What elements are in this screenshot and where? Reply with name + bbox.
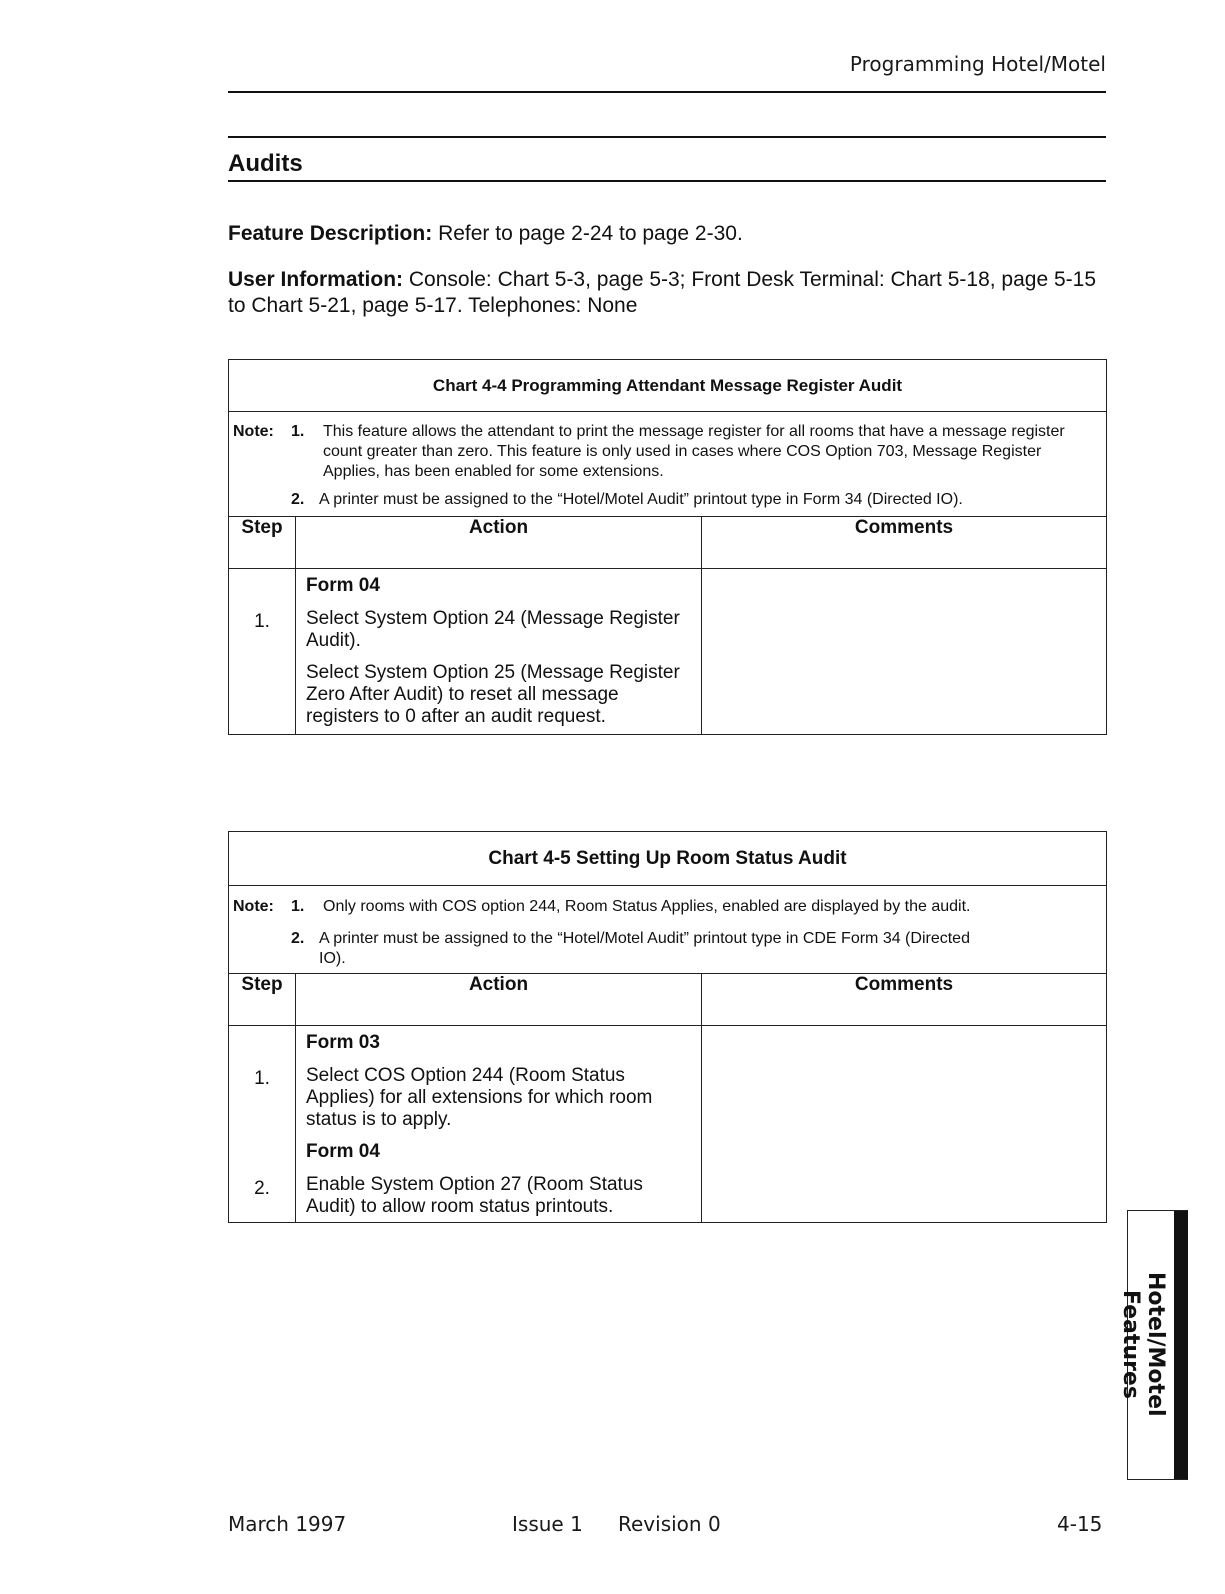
- action-header: Action: [296, 974, 702, 1026]
- chart-4-5-step-row: [229, 1026, 1107, 1223]
- footer-page-number: 4-15: [1057, 1512, 1103, 1536]
- step-number: 1.: [254, 1068, 270, 1089]
- user-information-label: User Information:: [228, 268, 404, 291]
- section-bottom-rule: [228, 180, 1106, 182]
- chart-4-5-note-1: [229, 897, 1106, 917]
- form-label: Form 04: [306, 1141, 380, 1162]
- user-information-text: Console: Chart 5-3, page 5-3; Front Desk Terminal: Chart 5-18, page 5-15 to Chart 5-21, page 5-17. Telephones: None: [228, 268, 1096, 317]
- footer-issue: Issue 1: [512, 1512, 583, 1536]
- chart-4-5-notes: [229, 886, 1107, 974]
- action-cell: [296, 1026, 702, 1223]
- user-information: [228, 267, 1108, 319]
- note-number: 2.: [291, 930, 305, 947]
- footer-revision: Revision 0: [618, 1512, 721, 1536]
- form-label: Form 04: [306, 575, 380, 596]
- chart-4-5-note-2: [229, 929, 1106, 969]
- chart-4-5-title: Chart 4-5 Setting Up Room Status Audit: [229, 832, 1107, 886]
- chart-4-5-note-row: [229, 886, 1107, 974]
- chart-4-5-title-row: [229, 832, 1107, 886]
- note-label: Note:: [233, 423, 274, 440]
- feature-description-text: Refer to page 2-24 to page 2-30.: [438, 222, 743, 245]
- action-text: Enable System Option 27 (Room Status Audit) to allow room status printouts.: [306, 1174, 643, 1217]
- note-text: Only rooms with COS option 244, Room Status Applies, enabled are displayed by the audit.: [323, 898, 971, 915]
- section-title: Audits: [228, 150, 303, 177]
- comments-cell: [702, 569, 1107, 735]
- note-number: 1.: [291, 898, 305, 915]
- header-rule: [228, 91, 1106, 93]
- chart-4-4-title: Chart 4-4 Programming Attendant Message Register Audit: [229, 360, 1107, 412]
- note-text: This feature allows the attendant to print the message register for all rooms that have a message register count greater than zero. This feature is only used in cases where COS Option 703, Message Register Applies, has been enabled for some extensions.: [323, 423, 1065, 480]
- step-header: Step: [229, 517, 296, 569]
- chart-4-5-header-row: [229, 974, 1107, 1026]
- step-cell: [229, 1026, 296, 1223]
- note-text: A printer must be assigned to the “Hotel/Motel Audit” printout type in Form 34 (Directed IO).: [319, 491, 963, 508]
- note-label: Note:: [233, 898, 274, 915]
- form-label: Form 03: [306, 1032, 380, 1053]
- chart-4-4-title-row: [229, 360, 1107, 412]
- step-cell: [229, 569, 296, 735]
- comments-header: Comments: [702, 974, 1107, 1026]
- chart-4-4-step-row: [229, 569, 1107, 735]
- comments-cell: [702, 1026, 1107, 1223]
- chart-4-4-note-2: [229, 490, 1106, 510]
- feature-description: [228, 221, 1108, 247]
- running-head: Programming Hotel/Motel: [849, 52, 1106, 76]
- comments-header: Comments: [702, 517, 1107, 569]
- chart-4-5-table: [228, 831, 1107, 1223]
- action-text: Select System Option 25 (Message Register Zero After Audit) to reset all message registers to 0 after an audit request.: [306, 662, 680, 727]
- note-text: A printer must be assigned to the “Hotel/Motel Audit” printout type in CDE Form 34 (Directed IO).: [319, 930, 970, 967]
- action-cell: [296, 569, 702, 735]
- note-number: 2.: [291, 491, 305, 508]
- step-number: 1.: [254, 611, 270, 632]
- footer-date: March 1997: [228, 1512, 347, 1536]
- section-side-tab: [1118, 1210, 1188, 1480]
- step-number: 2.: [254, 1178, 270, 1199]
- note-number: 1.: [291, 423, 305, 440]
- action-text: Select COS Option 244 (Room Status Applies) for all extensions for which room status is to apply.: [306, 1065, 653, 1130]
- feature-description-label: Feature Description:: [228, 222, 433, 245]
- section-top-rule: [228, 136, 1106, 138]
- action-text: Select System Option 24 (Message Register Audit).: [306, 608, 680, 651]
- chart-4-4-notes: [229, 412, 1107, 517]
- step-header: Step: [229, 974, 296, 1026]
- chart-4-4-header-row: [229, 517, 1107, 569]
- side-tab-label: Hotel/Motel Features: [1118, 1271, 1168, 1417]
- chart-4-4-table: [228, 359, 1107, 735]
- chart-4-4-note-row: [229, 412, 1107, 517]
- action-header: Action: [296, 517, 702, 569]
- side-tab-bar: [1174, 1211, 1188, 1479]
- chart-4-4-note-1: [229, 422, 1106, 482]
